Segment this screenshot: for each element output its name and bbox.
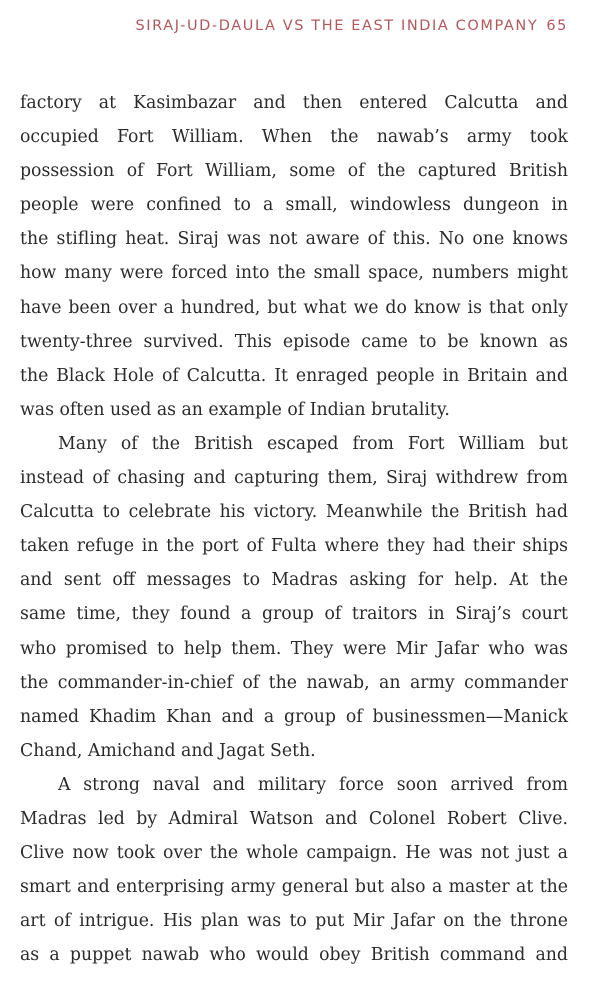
- text-line: Many of the British escaped from Fort William but: [58, 433, 568, 454]
- text-line: instead of chasing and capturing them, Siraj withdrew from: [20, 468, 568, 489]
- text-line: twenty-three survived. This episode came to be known as: [20, 331, 568, 352]
- running-header: [135, 18, 568, 34]
- text-line: the Black Hole of Calcutta. It enraged people in Britain and: [20, 365, 568, 386]
- text-line: possession of Fort William, some of the captured British: [20, 161, 568, 182]
- text-line: Calcutta to celebrate his victory. Meanwhile the British had: [20, 502, 568, 523]
- text-line: Madras led by Admiral Watson and Colonel Robert Clive.: [20, 808, 568, 829]
- text-line: people were confined to a small, windowless dungeon in: [20, 195, 568, 216]
- text-line: who promised to help them. They were Mir Jafar who was: [20, 638, 568, 659]
- text-line: and sent off messages to Madras asking for help. At the: [20, 570, 568, 591]
- page-number: 65: [546, 18, 568, 34]
- text-line: Clive now took over the whole campaign. He was not just a: [20, 843, 568, 864]
- text-line: Chand, Amichand and Jagat Seth.: [20, 740, 316, 761]
- text-line: factory at Kasimbazar and then entered Calcutta and: [20, 93, 568, 113]
- text-line: have been over a hundred, but what we do know is that only: [20, 297, 568, 318]
- text-line: how many were forced into the small space, numbers might: [20, 263, 568, 284]
- text-line: occupied Fort William. When the nawab’s army took: [20, 127, 568, 148]
- paragraph: [20, 768, 568, 973]
- text-line: as a puppet nawab who would obey British command and: [20, 945, 568, 966]
- text-line: smart and enterprising army general but also a master at the: [20, 877, 568, 898]
- text-line: A strong naval and military force soon arrived from: [58, 774, 568, 795]
- running-title: SIRAJ-UD-DAULA VS THE EAST INDIA COMPANY: [135, 18, 539, 34]
- text-line: was often used as an example of Indian brutality.: [20, 399, 450, 420]
- text-line: art of intrigue. His plan was to put Mir Jafar on the throne: [20, 911, 568, 932]
- paragraph: [20, 427, 568, 768]
- text-line: taken refuge in the port of Fulta where they had their ships: [20, 536, 568, 557]
- body-text: [20, 86, 568, 972]
- text-line: same time, they found a group of traitors in Siraj’s court: [20, 604, 568, 625]
- text-line: named Khadim Khan and a group of businessmen—Manick: [20, 706, 568, 727]
- text-line: the stifling heat. Siraj was not aware of this. No one knows: [20, 229, 568, 250]
- paragraph: [20, 86, 568, 427]
- text-line: the commander-in-chief of the nawab, an army commander: [20, 672, 568, 693]
